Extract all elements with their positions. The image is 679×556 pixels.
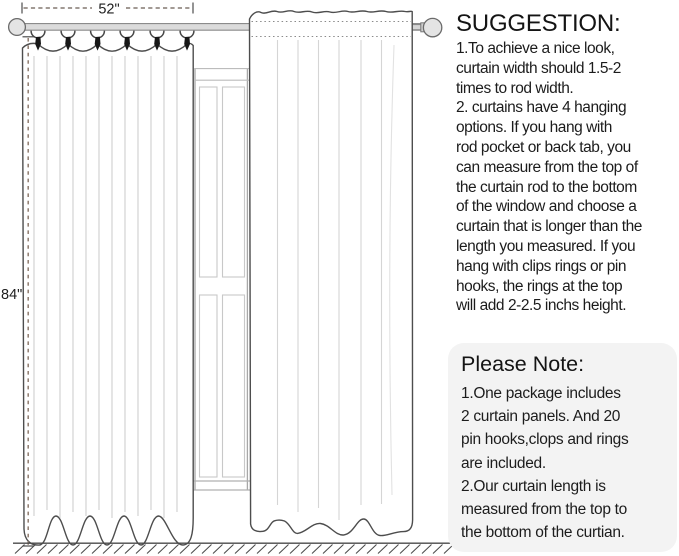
- floor-line: [13, 543, 455, 553]
- ring-clip-curtain-panel: [23, 37, 194, 545]
- suggestion-line: can measure from the top of: [456, 158, 638, 176]
- suggestion-line: times to rod width.: [456, 79, 574, 97]
- note-line: pin hooks,clops and rings: [461, 431, 629, 449]
- suggestion-line: rod pocket or back tab, you: [456, 138, 631, 156]
- note-line: the bottom of the curtian.: [461, 524, 625, 542]
- suggestion-line: hooks, the rings at the top: [456, 277, 623, 295]
- note-title: Please Note:: [461, 352, 585, 376]
- suggestion-line: hang with clips rings or pin: [456, 257, 627, 275]
- suggestion-line: will add 2-2.5 inchs height.: [456, 297, 627, 315]
- suggestion-line: curtain width should 1.5-2: [456, 59, 621, 77]
- note-box: [448, 343, 677, 552]
- rod-finial-right: [423, 18, 441, 36]
- rod-finial-left: [9, 19, 26, 36]
- suggestion-line: curtain that is longer than the: [456, 218, 642, 236]
- rod-width-measure: [22, 2, 193, 18]
- suggestion-line: 2. curtains have 4 hanging: [456, 99, 627, 117]
- suggestion-title: SUGGESTION:: [456, 10, 621, 37]
- note-line: 2 curtain panels. And 20: [461, 408, 621, 426]
- note-line: measured from the top to: [461, 501, 627, 519]
- rod-width-label: 52": [98, 1, 120, 18]
- rod-pocket-curtain-panel: [250, 11, 413, 536]
- suggestion-line: options. If you hang with: [456, 119, 612, 137]
- note-line: are included.: [461, 454, 546, 472]
- suggestion-line: length you measured. If you: [456, 237, 636, 255]
- curtain-clips: [35, 37, 190, 51]
- note-line: 2.Our curtain length is: [461, 477, 606, 495]
- suggestion-section: [456, 9, 678, 316]
- suggestion-line: of the window and choose a: [456, 198, 637, 216]
- suggestion-line: the curtain rod to the bottom: [456, 178, 637, 196]
- curtain-length-label: 84": [1, 287, 23, 303]
- note-line: 1.One package includes: [461, 385, 621, 402]
- floor-hatching: [15, 545, 454, 554]
- suggestion-line: 1.To achieve a nice look,: [456, 40, 615, 57]
